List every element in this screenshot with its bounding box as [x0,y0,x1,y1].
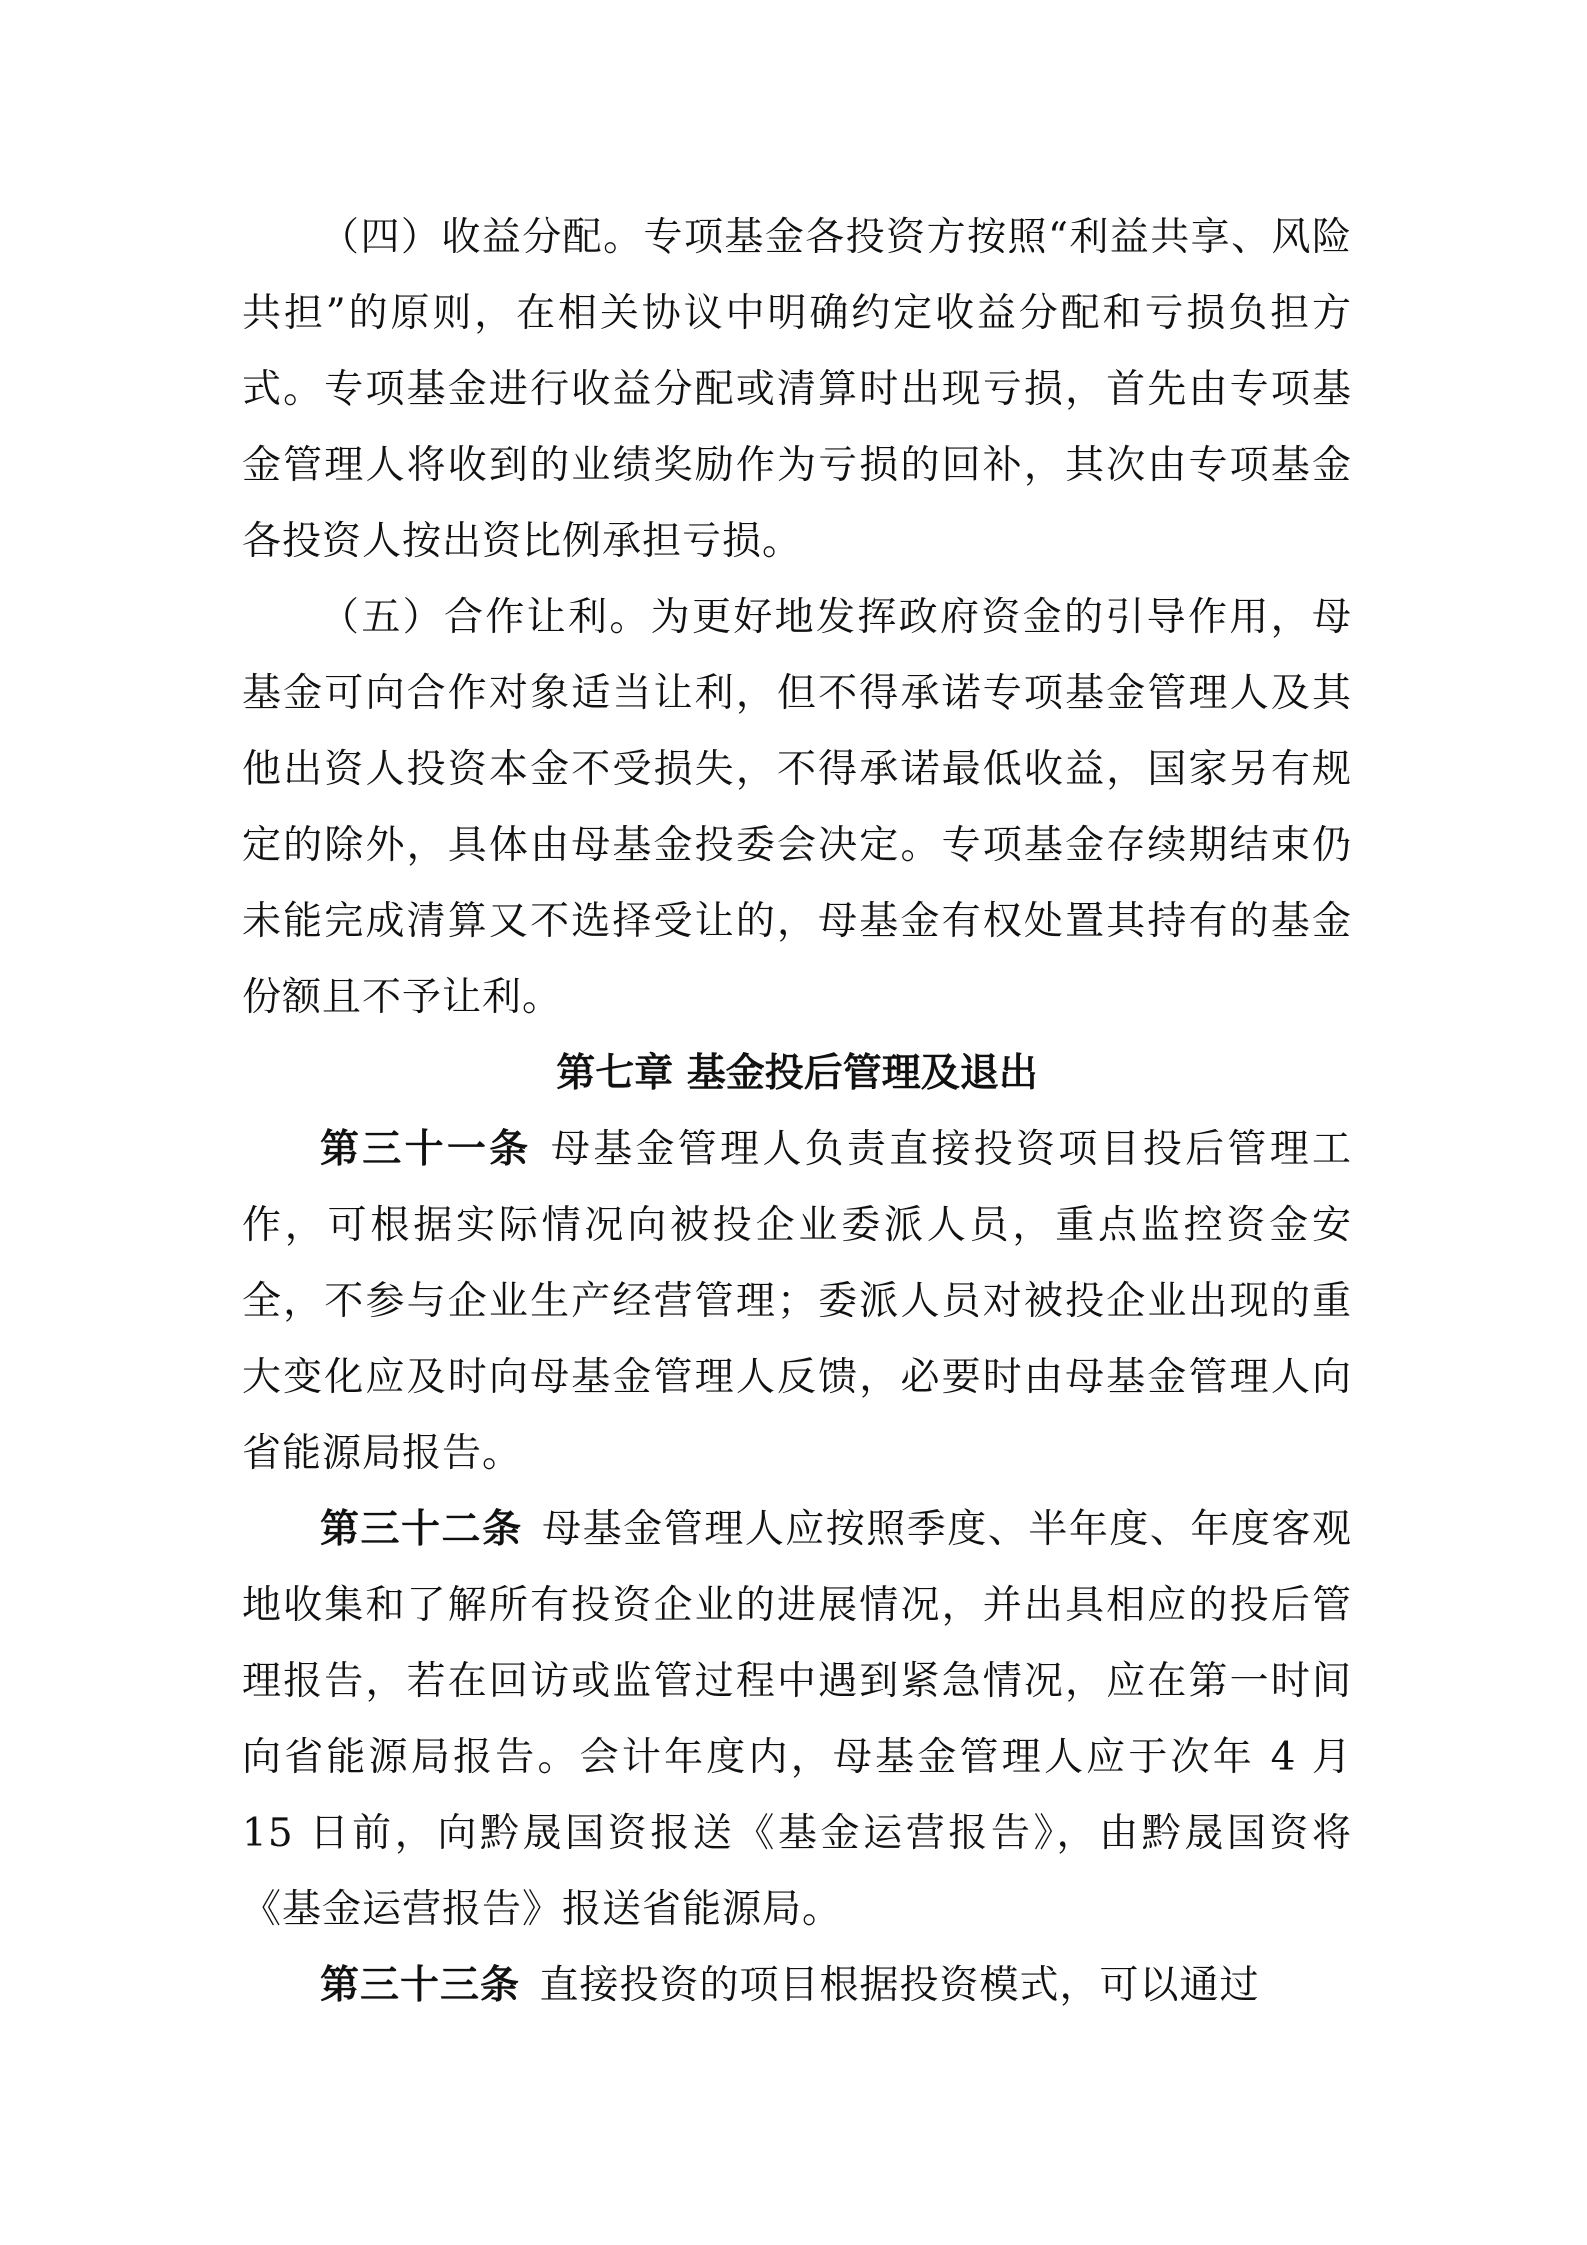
document-page [242,200,1352,2024]
article-text: 母基金管理人负责直接投资项目投后管理工作，可根据实际情况向被投企业委派人员，重点监控资金安全，不参与企业生产经营管理；委派人员对被投企业出现的重大变化应及时向母基金管理人反馈，必要时由母基金管理人向省能源局报告。 [242,1127,1352,1476]
article-number: 第三十一条 [320,1127,532,1172]
paragraph-cooperation-concession: （五）合作让利。为更好地发挥政府资金的引导作用，母基金可向合作对象适当让利，但不得承诺专项基金管理人及其他出资人投资本金不受损失，不得承诺最低收益，国家另有规定的除外，具体由母基金投委会决定。专项基金存续期结束仍未能完成清算又不选择受让的，母基金有权处置其持有的基金份额且不予让利。 [242,595,1352,1020]
article-33 [242,1948,1352,2024]
chapter-heading: 第七章 基金投后管理及退出 [556,1051,1038,1096]
article-number: 第三十三条 [320,1963,521,2008]
article-number: 第三十二条 [320,1507,523,1552]
article-text: 直接投资的项目根据投资模式，可以通过 [539,1963,1260,2008]
article-32 [242,1492,1352,1948]
paragraph-profit-distribution: （四）收益分配。专项基金各投资方按照“利益共享、风险共担”的原则，在相关协议中明确约定收益分配和亏损负担方式。专项基金进行收益分配或清算时出现亏损，首先由专项基金管理人将收到的业绩奖励作为亏损的回补，其次由专项基金各投资人按出资比例承担亏损。 [242,215,1352,564]
article-text: 母基金管理人应按照季度、半年度、年度客观地收集和了解所有投资企业的进展情况，并出具相应的投后管理报告，若在回访或监管过程中遇到紧急情况，应在第一时间向省能源局报告。会计年度内，母基金管理人应于次年 4 月 15 日前，向黔晟国资报送《基金运营报告》，由黔晟国资将《基金运营报告》报送省能源局。 [242,1507,1352,1932]
article-31 [242,1112,1352,1492]
